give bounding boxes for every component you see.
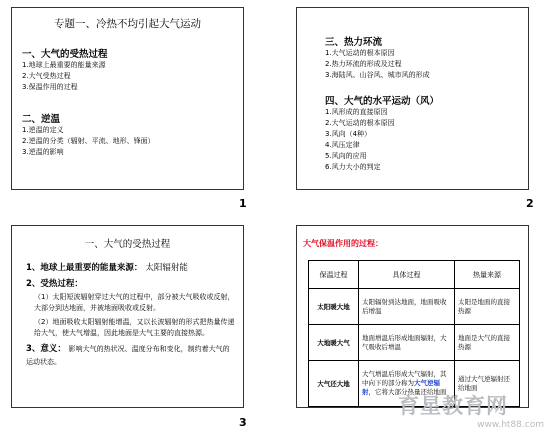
list-item: 5.风向的应用 (325, 152, 367, 160)
process-text: 大气增温后形成大气辐射，其中向下的部分称为 (362, 370, 447, 387)
list-item: 1.地球上最重要的能量来源 (22, 61, 106, 69)
slide-4-heading: 大气保温作用的过程： (303, 239, 383, 248)
list-item: 3.逆温的影响 (22, 148, 64, 156)
watermark-logo: 育星教育网 (398, 393, 508, 418)
list-item: 4.风压定律 (325, 141, 360, 149)
slide-1-title: 专题一、冷热不均引起大气运动 (54, 18, 201, 30)
outline-list (22, 60, 106, 93)
highlight-term: 大气逆辐射 (362, 379, 440, 396)
list-item: 2.大气受热过程 (22, 72, 71, 80)
column-header: 保温过程 (309, 261, 359, 289)
list-item: 3.保温作用的过程 (22, 83, 78, 91)
table-row (309, 325, 520, 361)
row-process: 地面增温后形成地面辐射，大气吸收后增温 (359, 325, 455, 361)
list-item: 3.风向（4种） (325, 130, 372, 138)
list-item: 6.风力大小的判定 (325, 163, 381, 171)
table-row (309, 289, 520, 325)
row-source: 地面是大气的直接热源 (455, 325, 520, 361)
section-heading: 三、热力环流 (325, 37, 383, 48)
table-header-row (309, 261, 520, 289)
point-label: 2、受热过程： (26, 279, 83, 289)
row-source: 太阳是地面的直接热源 (455, 289, 520, 325)
slide-3 (11, 225, 244, 408)
significance-point (26, 343, 236, 369)
section-heading: 一、大气的受热过程 (22, 49, 108, 60)
outline-list (325, 48, 430, 81)
process-text: ，它将大部分热量还给地面 (368, 388, 447, 396)
list-item: 1.风形成的直接原因 (325, 108, 388, 116)
row-process: 太阳辐射到达地面，地面吸收后增温 (359, 289, 455, 325)
energy-source-point (26, 262, 236, 275)
slide-3-body (26, 262, 236, 369)
list-item: 2.大气运动的根本原因 (325, 119, 395, 127)
point-value: 太阳辐射能 (145, 263, 188, 273)
section-heading: 二、逆温 (22, 114, 61, 125)
page-number: 3 (239, 416, 247, 429)
slide-2 (296, 7, 529, 190)
watermark-url: www.ht88.com (477, 420, 544, 430)
process-step: （2）地面吸收太阳辐射能增温，又以长波辐射的形式把热量传递给大气，使大气增温，因此地面是大气主要的直接热源。 (34, 318, 235, 337)
list-item: 1.大气运动的根本原因 (325, 49, 395, 57)
point-text: 影响大气的热状况、温度分布和变化，制约着大气的运动状态。 (26, 345, 230, 366)
row-name: 大气还大地 (309, 361, 359, 407)
list-item: 2.逆温的分类（辐射、平流、地形、锋面） (22, 137, 155, 145)
list-item: 2.热力环流的形成及过程 (325, 60, 402, 68)
page-number: 2 (526, 197, 534, 210)
list-item: 3.海陆风、山谷风、城市风的形成 (325, 71, 430, 79)
insulation-table (308, 260, 520, 407)
slide-1 (11, 7, 244, 190)
list-item: 1.逆温的定义 (22, 126, 64, 134)
process-step: （1）太阳短波辐射穿过大气的过程中，部分被大气吸收或反射，大部分到达地面，并被地面吸收或反射。 (34, 293, 235, 312)
column-header: 热量来源 (455, 261, 520, 289)
outline-list (22, 125, 155, 158)
point-label: 1、地球上最重要的能量来源： (26, 263, 143, 273)
section-heading: 四、大气的水平运动（风） (325, 96, 440, 107)
site-watermark (398, 390, 548, 438)
column-header: 具体过程 (359, 261, 455, 289)
outline-list (325, 107, 395, 173)
row-source: 通过大气逆辐射还给地面 (455, 361, 520, 407)
row-name: 大地暖大气 (309, 325, 359, 361)
page-number: 1 (239, 197, 247, 210)
slide-3-title: 一、大气的受热过程 (84, 239, 171, 250)
point-label: 3、意义： (26, 344, 66, 354)
slide-4 (296, 225, 529, 408)
row-name: 太阳暖大地 (309, 289, 359, 325)
